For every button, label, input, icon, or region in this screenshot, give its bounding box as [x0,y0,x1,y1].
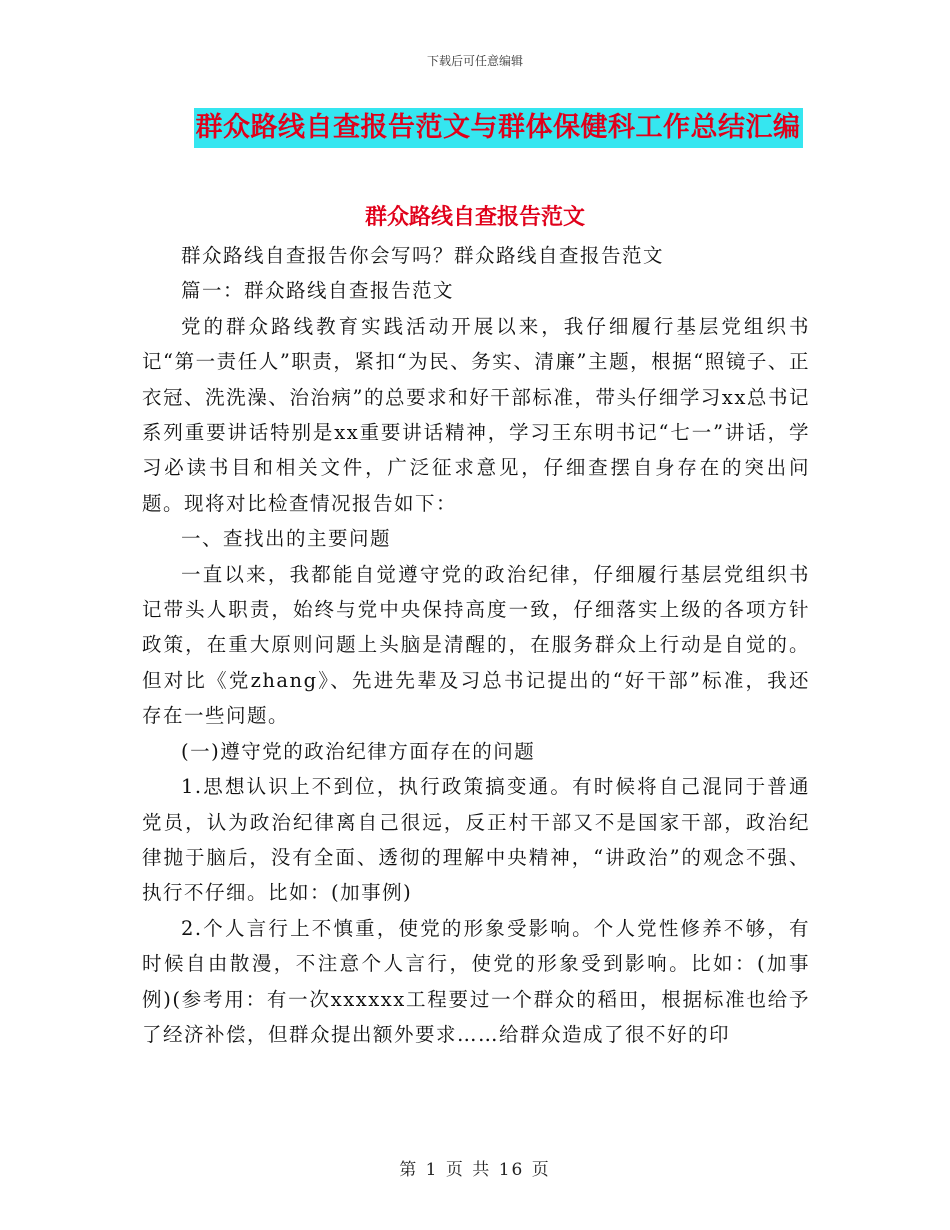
paragraph-overview: 党的群众路线教育实践活动开展以来，我仔细履行基层党组织书记“第一责任人”职责，紧扣“为民、务实、清廉”主题，根据“照镜子、正衣冠、洗洗澡、治治病”的总要求和好干部标准，带头仔细学习xx总书记系列重要讲话特别是xx重要讲话精神，学习王东明书记“七一”讲话，学习必读书目和相关文件，广泛征求意见，仔细查摆自身存在的突出问题。现将对比检查情况报告如下： [142,314,810,515]
paragraph-item-2: 2.个人言行上不慎重，使党的形象受影响。个人党性修养不够，有时候自由散漫，不注意个人言行，使党的形象受到影响。比如：(加事例)(参考用：有一次xxxxxx工程要过一个群众的稻田，根据标准也给予了经济补偿，但群众提出额外要求……给群众造成了很不好的印 [142,916,810,1046]
paragraph-intro: 群众路线自查报告你会写吗？群众路线自查报告范文 [181,244,665,267]
page-number: 第 1 页 共 16 页 [399,1160,551,1180]
paragraph-chapter-heading: 篇一：群众路线自查报告范文 [181,279,455,303]
main-title-container [0,108,950,148]
section-title: 群众路线自查报告范文 [364,204,585,230]
paragraph-self-assessment: 一直以来，我都能自觉遵守党的政治纪律，仔细履行基层党组织书记带头人职责，始终与党中央保持高度一致，仔细落实上级的各项方针政策，在重大原则问题上头脑是清醒的，在服务群众上行动是自觉的。但对比《党zhang》、先进先辈及习总书记提出的“好干部”标准，我还存在一些问题。 [142,562,810,728]
document-title: 群众路线自查报告范文与群体保健科工作总结汇编 [194,108,803,148]
paragraph-subheading-discipline: (一)遵守党的政治纪律方面存在的问题 [181,739,536,763]
paragraph-item-1: 1.思想认识上不到位，执行政策搞变通。有时候将自己混同于普通党员，认为政治纪律离自己很远，反正村干部又不是国家干部，政治纪律抛于脑后，没有全面、透彻的理解中央精神，“讲政治”的观念不强、执行不仔细。比如：(加事例) [142,775,810,905]
header-note: 下载后可任意编辑 [426,54,523,68]
paragraph-problems-heading: 一、查找出的主要问题 [181,527,392,551]
document-body [142,238,810,1052]
